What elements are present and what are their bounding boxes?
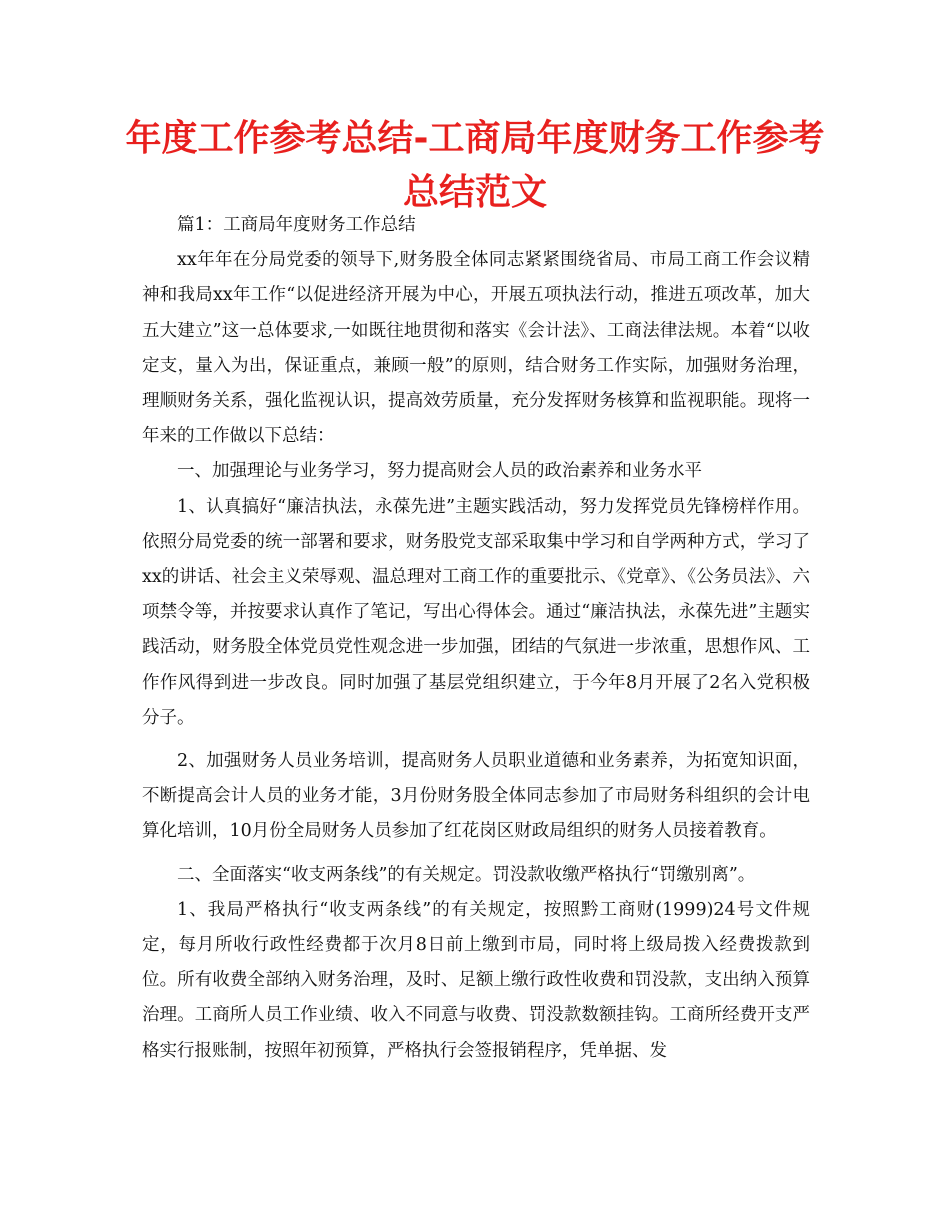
document-title: 年度工作参考总结-工商局年度财务工作参考总结范文 xyxy=(125,118,825,213)
paragraph: 2、加强财务人员业务培训，提高财务人员职业道德和业务素养，为拓宽知识面，不断提高会计人员的业务才能，3月份财务股全体同志参加了市局财务科组织的会计电算化培训，10月份全局财务人员参加了红花岗区财政局组织的财务人员接着教育。 xyxy=(142,751,810,842)
section-heading: 一、加强理论与业务学习，努力提高财会人员的政治素养和业务水平 xyxy=(177,461,702,482)
paragraph: xx年年在分局党委的领导下,财务股全体同志紧紧围绕省局、市局工商工作会议精神和我局xx年工作“以促进经济开展为中心，开展五项执法行动，推进五项改革，加大五大建立”这一总体要求,一如既往地贯彻和落实《会计法》、工商法律法规。本着“以收定支，量入为出，保证重点，兼顾一般”的原则，结合财务工作实际，加强财务治理，理顺财务关系，强化监视认识，提高效劳质量，充分发挥财务核算和监视职能。现将一年来的工作做以下总结： xyxy=(142,250,810,447)
document-body xyxy=(142,208,810,1069)
section-heading: 二、全面落实“收支两条线”的有关规定。罚没款收缴严格执行“罚缴别离”。 xyxy=(177,864,756,885)
paragraph: 1、认真搞好“廉洁执法，永葆先进”主题实践活动，努力发挥党员先锋榜样作用。依照分局党委的统一部署和要求，财务股党支部采取集中学习和自学两种方式，学习了xx的讲话、社会主义荣辱观、温总理对工商工作的重要批示、《党章》、《公务员法》、六项禁令等，并按要求认真作了笔记，写出心得体会。通过“廉洁执法，永葆先进”主题实践活动，财务股全体党员党性观念进一步加强，团结的气氛进一步浓重，思想作风、工作作风得到进一步改良。同时加强了基层党组织建立，于今年8月开展了2名入党积极分子。 xyxy=(142,496,810,728)
paragraph: 1、我局严格执行“收支两条线”的有关规定，按照黔工商财(1999)24号文件规定，每月所收行政性经费都于次月8日前上缴到市局，同时将上级局拨入经费拨款到位。所有收费全部纳入财务治理，及时、足额上缴行政性收费和罚没款，支出纳入预算治理。工商所人员工作业绩、收入不同意与收费、罚没款数额挂钩。工商所经费开支严格实行报账制，按照年初预算，严格执行会签报销程序，凭单据、发 xyxy=(142,899,810,1061)
section-heading: 篇1：工商局年度财务工作总结 xyxy=(177,215,416,235)
